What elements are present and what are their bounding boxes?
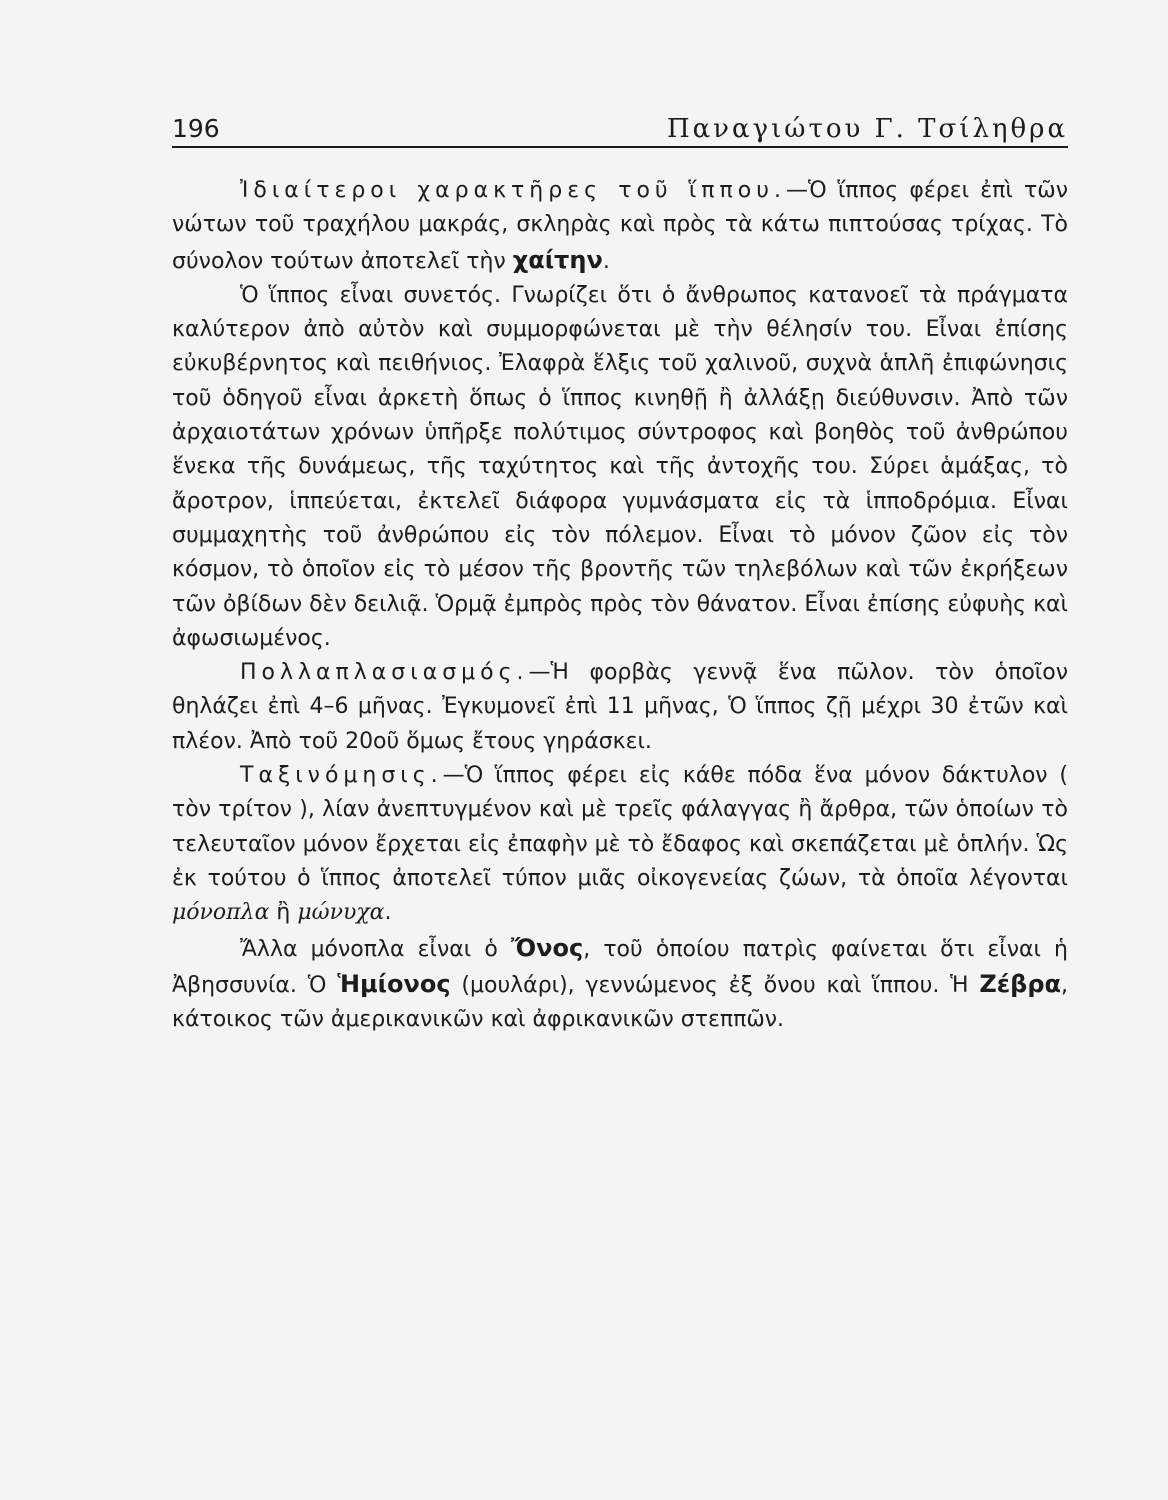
page-header: [172, 110, 1068, 148]
paragraph-text: —Ἡ φορβὰς γεννᾷ ἕνα πῶλον. τὸν ὁποῖον θηλάζει ἐπὶ 4–6 μῆνας. Ἐγκυμονεῖ ἐπὶ 11 μῆνας, Ὁ ἵππος ζῇ μέχρι 30 ἐτῶν καὶ πλέον. Ἀπὸ τοῦ 20οῦ ὅμως ἔτους γηράσκει.: [172, 660, 1068, 754]
term-zebra: Ζέβρα: [979, 969, 1061, 998]
paragraph-classification: [172, 759, 1068, 930]
paragraph-behavior: [172, 279, 1068, 656]
body-text: [172, 174, 1068, 1037]
section-heading-classification: Ταξινόμησις.: [240, 763, 443, 789]
term-mule: Ἡμίονος: [337, 969, 451, 998]
term-mane: χαίτην: [512, 245, 603, 274]
paragraph-characteristics: [172, 174, 1068, 279]
paragraph-text: Ἄλλα μόνοπλα εἶναι ὁ: [240, 936, 511, 962]
paragraph-text: , κάτοικος τῶν ἀμερικανικῶν καὶ ἀφρικανικῶν στεππῶν.: [172, 972, 1068, 1033]
paragraph-reproduction: [172, 656, 1068, 759]
running-head: Παναγιώτου Γ. Τσίληθρα: [666, 114, 1068, 144]
paragraph-text: (μουλάρι), γεννώμενος ἐξ ὄνου καὶ ἵππου. Ἡ: [450, 972, 980, 998]
paragraph-other-equids: [172, 931, 1068, 1038]
paragraph-text: —Ὁ ἵππος φέρει εἰς κάθε πόδα ἕνα μόνον δάκτυλον ( τὸν τρίτον ), λίαν ἀνεπτυγμένον καὶ μὲ τρεῖς φάλαγγας ἢ ἄρθρα, τῶν ὁποίων τὸ τελευταῖον μόνον ἔρχεται εἰς ἐπαφὴν μὲ τὸ ἔδαφος καὶ σκεπάζεται μὲ ὁπλήν. Ὡς ἐκ τούτου ὁ ἵππος ἀποτελεῖ τύπον μιᾶς οἰκογενείας ζώων, τὰ ὁποῖα λέγονται: [172, 763, 1068, 891]
section-heading-characteristics: Ἰδιαίτεροι χαρακτῆρες τοῦ ἵππου.: [240, 178, 786, 203]
paragraph-end: .: [602, 248, 610, 274]
paragraph-text: Ὁ ἵππος εἶναι συνετός. Γνωρίζει ὅτι ὁ ἄνθρωπος κατανοεῖ τὰ πράγματα καλύτερον ἀπὸ αὐτὸν καὶ συμμορφώνεται μὲ τὴν θέλησίν του. Εἶναι ἐπίσης εὐκυβέρνητος καὶ πειθήνιος. Ἐλαφρὰ ἕλξις τοῦ χαλινοῦ, συχνὰ ἁπλῆ ἐπιφώνησις τοῦ ὁδηγοῦ εἶναι ἀρκετὴ ὅπως ὁ ἵππος κινηθῇ ἢ ἀλλάξῃ διεύθυνσιν. Ἀπὸ τῶν ἀρχαιοτάτων χρόνων ὑπῆρξε πολύτιμος σύντροφος καὶ βοηθὸς τοῦ ἀνθρώπου ἕνεκα τῆς δυνάμεως, τῆς ταχύτητος καὶ τῆς ἀντοχῆς του. Σύρει ἁμάξας, τὸ ἄροτρον, ἱππεύεται, ἐκτελεῖ διάφορα γυμνάσματα εἰς τὰ ἱπποδρόμια. Εἶναι συμμαχητὴς τοῦ ἀνθρώπου εἰς τὸν πόλεμον. Εἶναι τὸ μόνον ζῶον εἰς τὸν κόσμον, τὸ ὁποῖον εἰς τὸ μέσον τῆς βροντῆς τῶν τηλεβόλων καὶ τῶν ἐκρήξεων τῶν ὀβίδων δὲν δειλιᾷ. Ὁρμᾷ ἐμπρὸς πρὸς τὸν θάνατον. Εἶναι ἐπίσης εὐφυὴς καὶ ἀφωσιωμένος.: [172, 282, 1068, 651]
paragraph-text: —Ὁ ἵππος φέρει ἐπὶ τῶν νώτων τοῦ τραχήλου μακράς, σκληρὰς καὶ πρὸς τὰ κάτω πιπτούσας τρίχας. Τὸ σύνολον τούτων ἀποτελεῖ τὴν: [172, 178, 1068, 274]
term-monopla: μόνοπλα: [172, 900, 270, 926]
term-donkey: Ὄνος: [510, 933, 584, 962]
section-heading-reproduction: Πολλαπλασιασμός.: [240, 660, 529, 686]
paragraph-end: .: [384, 900, 392, 926]
paragraph-text: ἢ: [269, 900, 298, 926]
term-monycha: μώνυχα: [297, 900, 385, 926]
paragraph-text: , τοῦ ὁποίου πατρὶς φαίνεται ὅτι εἶναι ἡ Ἀβησσυνία. Ὁ: [172, 936, 1068, 998]
page-number: 196: [172, 114, 220, 143]
